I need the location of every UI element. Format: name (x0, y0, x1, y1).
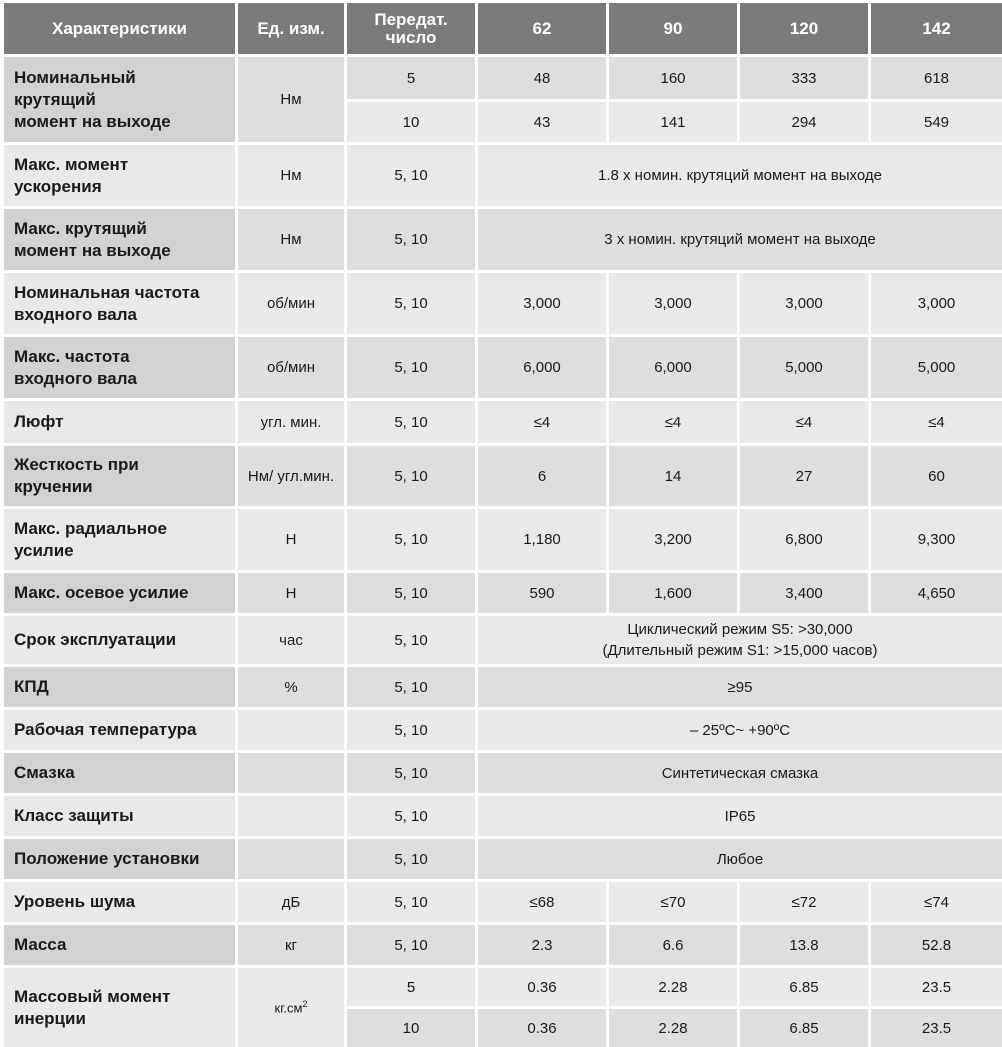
ratio-moment-of-inertia-5: 5 (347, 968, 475, 1006)
ratio-max-output-torque: 5, 10 (347, 209, 475, 270)
row-name-noise-level: Уровень шума (4, 882, 235, 922)
ratio-mounting-position: 5, 10 (347, 839, 475, 879)
value-nominal-torque-5-142: 618 (871, 57, 1002, 99)
ratio-nominal-torque-10: 10 (347, 102, 475, 142)
value-moment-of-inertia-5-142: 23.5 (871, 968, 1002, 1006)
ratio-backlash: 5, 10 (347, 401, 475, 443)
ratio-protection-class: 5, 10 (347, 796, 475, 836)
ratio-max-input-speed: 5, 10 (347, 337, 475, 398)
header-size-120: 120 (740, 3, 868, 54)
value-max-input-speed-90: 6,000 (609, 337, 737, 398)
row-name-efficiency: КПД (4, 667, 235, 707)
unit-torsional-stiffness: Нм/ угл.мин. (238, 446, 344, 506)
value-max-axial-load-120: 3,400 (740, 573, 868, 613)
unit-max-output-torque: Нм (238, 209, 344, 270)
value-nominal-torque-5-120: 333 (740, 57, 868, 99)
value-nominal-torque-10-142: 549 (871, 102, 1002, 142)
value-lubrication: Синтетическая смазка (478, 753, 1002, 793)
unit-service-life: час (238, 616, 344, 664)
row-name-max-radial-load: Макс. радиальное усилие (4, 509, 235, 570)
value-max-input-speed-142: 5,000 (871, 337, 1002, 398)
ratio-nominal-input-speed: 5, 10 (347, 273, 475, 334)
unit-operating-temperature (238, 710, 344, 750)
value-moment-of-inertia-10-62: 0.36 (478, 1009, 606, 1047)
value-backlash-142: ≤4 (871, 401, 1002, 443)
value-max-output-torque: 3 x номин. крутяций момент на выходе (478, 209, 1002, 270)
unit-nominal-input-speed: об/мин (238, 273, 344, 334)
unit-efficiency: % (238, 667, 344, 707)
unit-noise-level: дБ (238, 882, 344, 922)
header-size-142: 142 (871, 3, 1002, 54)
row-name-protection-class: Класс защиты (4, 796, 235, 836)
value-weight-90: 6.6 (609, 925, 737, 965)
value-moment-of-inertia-5-62: 0.36 (478, 968, 606, 1006)
value-max-input-speed-62: 6,000 (478, 337, 606, 398)
header-unit: Ед. изм. (238, 3, 344, 54)
value-nominal-input-speed-90: 3,000 (609, 273, 737, 334)
header-size-90: 90 (609, 3, 737, 54)
value-noise-level-142: ≤74 (871, 882, 1002, 922)
ratio-max-accel-torque: 5, 10 (347, 145, 475, 206)
value-max-radial-load-142: 9,300 (871, 509, 1002, 570)
value-backlash-90: ≤4 (609, 401, 737, 443)
row-name-moment-of-inertia: Массовый момент инерции (4, 968, 235, 1047)
header-size-62: 62 (478, 3, 606, 54)
value-nominal-torque-5-90: 160 (609, 57, 737, 99)
row-name-max-axial-load: Макс. осевое усилие (4, 573, 235, 613)
value-moment-of-inertia-5-120: 6.85 (740, 968, 868, 1006)
value-moment-of-inertia-10-120: 6.85 (740, 1009, 868, 1047)
value-noise-level-62: ≤68 (478, 882, 606, 922)
value-max-axial-load-142: 4,650 (871, 573, 1002, 613)
value-torsional-stiffness-90: 14 (609, 446, 737, 506)
header-ratio (347, 3, 475, 54)
row-name-service-life: Срок эксплуатации (4, 616, 235, 664)
value-backlash-120: ≤4 (740, 401, 868, 443)
specifications-table (4, 3, 1002, 1047)
value-moment-of-inertia-10-142: 23.5 (871, 1009, 1002, 1047)
value-moment-of-inertia-5-90: 2.28 (609, 968, 737, 1006)
row-name-nominal-input-speed: Номинальная частота входного вала (4, 273, 235, 334)
row-name-nominal-torque: Номинальный крутящий момент на выходе (4, 57, 235, 142)
value-max-input-speed-120: 5,000 (740, 337, 868, 398)
value-weight-142: 52.8 (871, 925, 1002, 965)
unit-backlash: угл. мин. (238, 401, 344, 443)
row-name-operating-temperature: Рабочая температура (4, 710, 235, 750)
ratio-max-axial-load: 5, 10 (347, 573, 475, 613)
value-efficiency: ≥95 (478, 667, 1002, 707)
ratio-max-radial-load: 5, 10 (347, 509, 475, 570)
unit-max-accel-torque: Нм (238, 145, 344, 206)
ratio-efficiency: 5, 10 (347, 667, 475, 707)
value-torsional-stiffness-62: 6 (478, 446, 606, 506)
row-name-lubrication: Смазка (4, 753, 235, 793)
row-name-mounting-position: Положение установки (4, 839, 235, 879)
ratio-torsional-stiffness: 5, 10 (347, 446, 475, 506)
value-torsional-stiffness-120: 27 (740, 446, 868, 506)
row-name-max-accel-torque: Макс. момент ускорения (4, 145, 235, 206)
value-noise-level-120: ≤72 (740, 882, 868, 922)
ratio-operating-temperature: 5, 10 (347, 710, 475, 750)
header-ratio-label: Передат. число (374, 9, 448, 47)
value-moment-of-inertia-10-90: 2.28 (609, 1009, 737, 1047)
ratio-lubrication: 5, 10 (347, 753, 475, 793)
value-max-radial-load-62: 1,180 (478, 509, 606, 570)
header-characteristics: Характеристики (4, 3, 235, 54)
value-protection-class: IP65 (478, 796, 1002, 836)
value-nominal-input-speed-62: 3,000 (478, 273, 606, 334)
value-torsional-stiffness-142: 60 (871, 446, 1002, 506)
value-max-accel-torque: 1.8 x номин. крутяций момент на выходе (478, 145, 1002, 206)
row-name-max-output-torque: Макс. крутящий момент на выходе (4, 209, 235, 270)
value-noise-level-90: ≤70 (609, 882, 737, 922)
value-max-radial-load-120: 6,800 (740, 509, 868, 570)
unit-max-axial-load: Н (238, 573, 344, 613)
value-weight-120: 13.8 (740, 925, 868, 965)
unit-protection-class (238, 796, 344, 836)
unit-moment-of-inertia: $кг.см^2$ (238, 968, 344, 1047)
row-name-weight: Масса (4, 925, 235, 965)
value-operating-temperature: – 25ºC~ +90ºC (478, 710, 1002, 750)
unit-weight: кг (238, 925, 344, 965)
value-max-axial-load-62: 590 (478, 573, 606, 613)
unit-mounting-position (238, 839, 344, 879)
row-name-max-input-speed: Макс. частота входного вала (4, 337, 235, 398)
unit-max-radial-load: Н (238, 509, 344, 570)
value-mounting-position: Любое (478, 839, 1002, 879)
value-max-axial-load-90: 1,600 (609, 573, 737, 613)
value-nominal-input-speed-142: 3,000 (871, 273, 1002, 334)
ratio-moment-of-inertia-10: 10 (347, 1009, 475, 1047)
ratio-noise-level: 5, 10 (347, 882, 475, 922)
value-backlash-62: ≤4 (478, 401, 606, 443)
value-nominal-torque-10-62: 43 (478, 102, 606, 142)
row-name-backlash: Люфт (4, 401, 235, 443)
ratio-service-life: 5, 10 (347, 616, 475, 664)
unit-lubrication (238, 753, 344, 793)
value-nominal-torque-10-120: 294 (740, 102, 868, 142)
value-nominal-input-speed-120: 3,000 (740, 273, 868, 334)
ratio-weight: 5, 10 (347, 925, 475, 965)
value-weight-62: 2.3 (478, 925, 606, 965)
value-nominal-torque-5-62: 48 (478, 57, 606, 99)
ratio-nominal-torque-5: 5 (347, 57, 475, 99)
value-max-radial-load-90: 3,200 (609, 509, 737, 570)
unit-max-input-speed: об/мин (238, 337, 344, 398)
value-nominal-torque-10-90: 141 (609, 102, 737, 142)
value-service-life: Циклический режим S5: >30,000 (Длительный режим S1: >15,000 часов) (478, 616, 1002, 664)
unit-nominal-torque: Нм (238, 57, 344, 142)
row-name-torsional-stiffness: Жесткость при кручении (4, 446, 235, 506)
